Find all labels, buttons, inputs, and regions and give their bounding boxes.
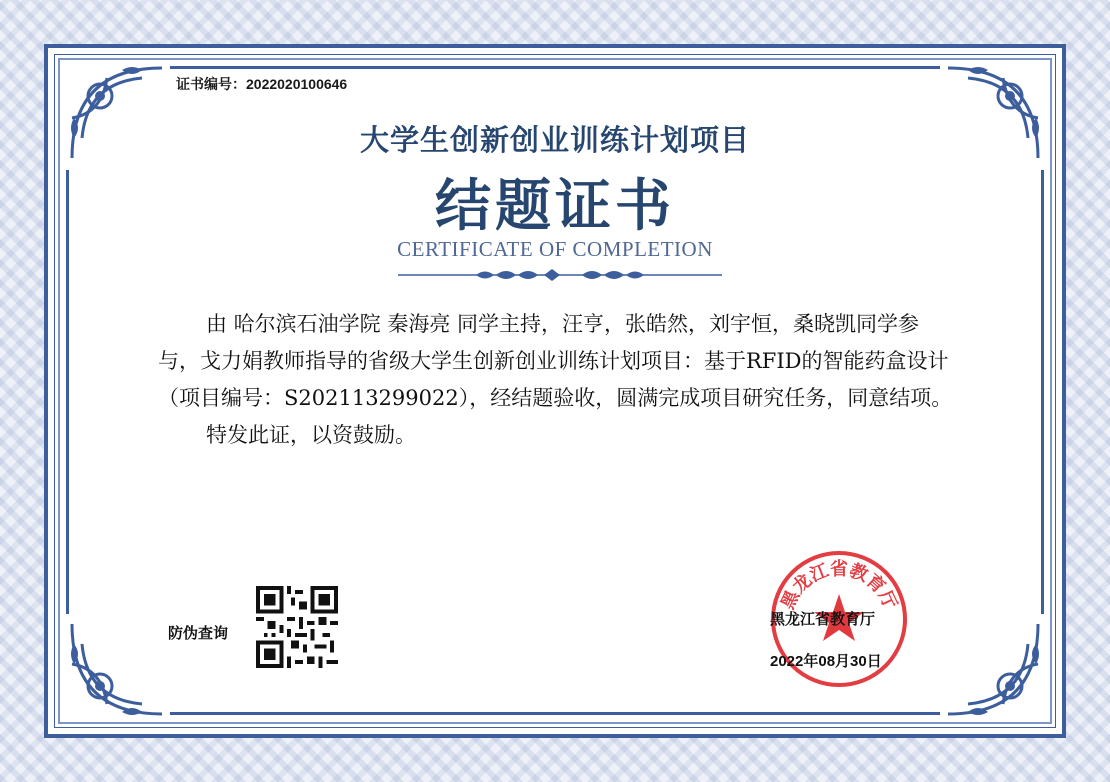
certificate-number-value: 2022020100646 [246, 76, 348, 92]
program-title: 大学生创新创业训练计划项目 [359, 123, 750, 157]
issue-date: 2022年08月30日 [770, 653, 882, 670]
seal-text: 黑龙江省教育厅 [777, 559, 901, 613]
certificate-body [158, 306, 958, 454]
anti-counterfeit-label: 防伪查询 [168, 625, 229, 642]
laurel-divider-icon [398, 264, 722, 286]
ornament-corner-icon [938, 614, 1048, 724]
certificate-heading: 结题证书 [435, 173, 675, 239]
closing-paragraph: 特发此证，以资鼓励。 [206, 423, 416, 447]
certificate-number-label: 证书编号： [176, 76, 246, 92]
issuer-name: 黑龙江省教育厅 [770, 611, 876, 628]
top-rule [170, 66, 940, 69]
bottom-rule [170, 712, 940, 715]
qr-code-icon[interactable] [256, 586, 338, 668]
certificate-number [176, 74, 347, 94]
ornament-corner-icon [62, 614, 172, 724]
english-heading: CERTIFICATE OF COMPLETION [397, 237, 713, 261]
body-paragraph: 由 哈尔滨石油学院 秦海亮 同学主持，汪亨，张皓然，刘宇恒，桑晓凯同学参与，戈力娟教师指导的省级大学生创新创业训练计划项目：基于RFID的智能药盒设计（项目编号：S202113299022），经结题验收，圆满完成项目研究任务，同意结项。 [158, 312, 953, 410]
